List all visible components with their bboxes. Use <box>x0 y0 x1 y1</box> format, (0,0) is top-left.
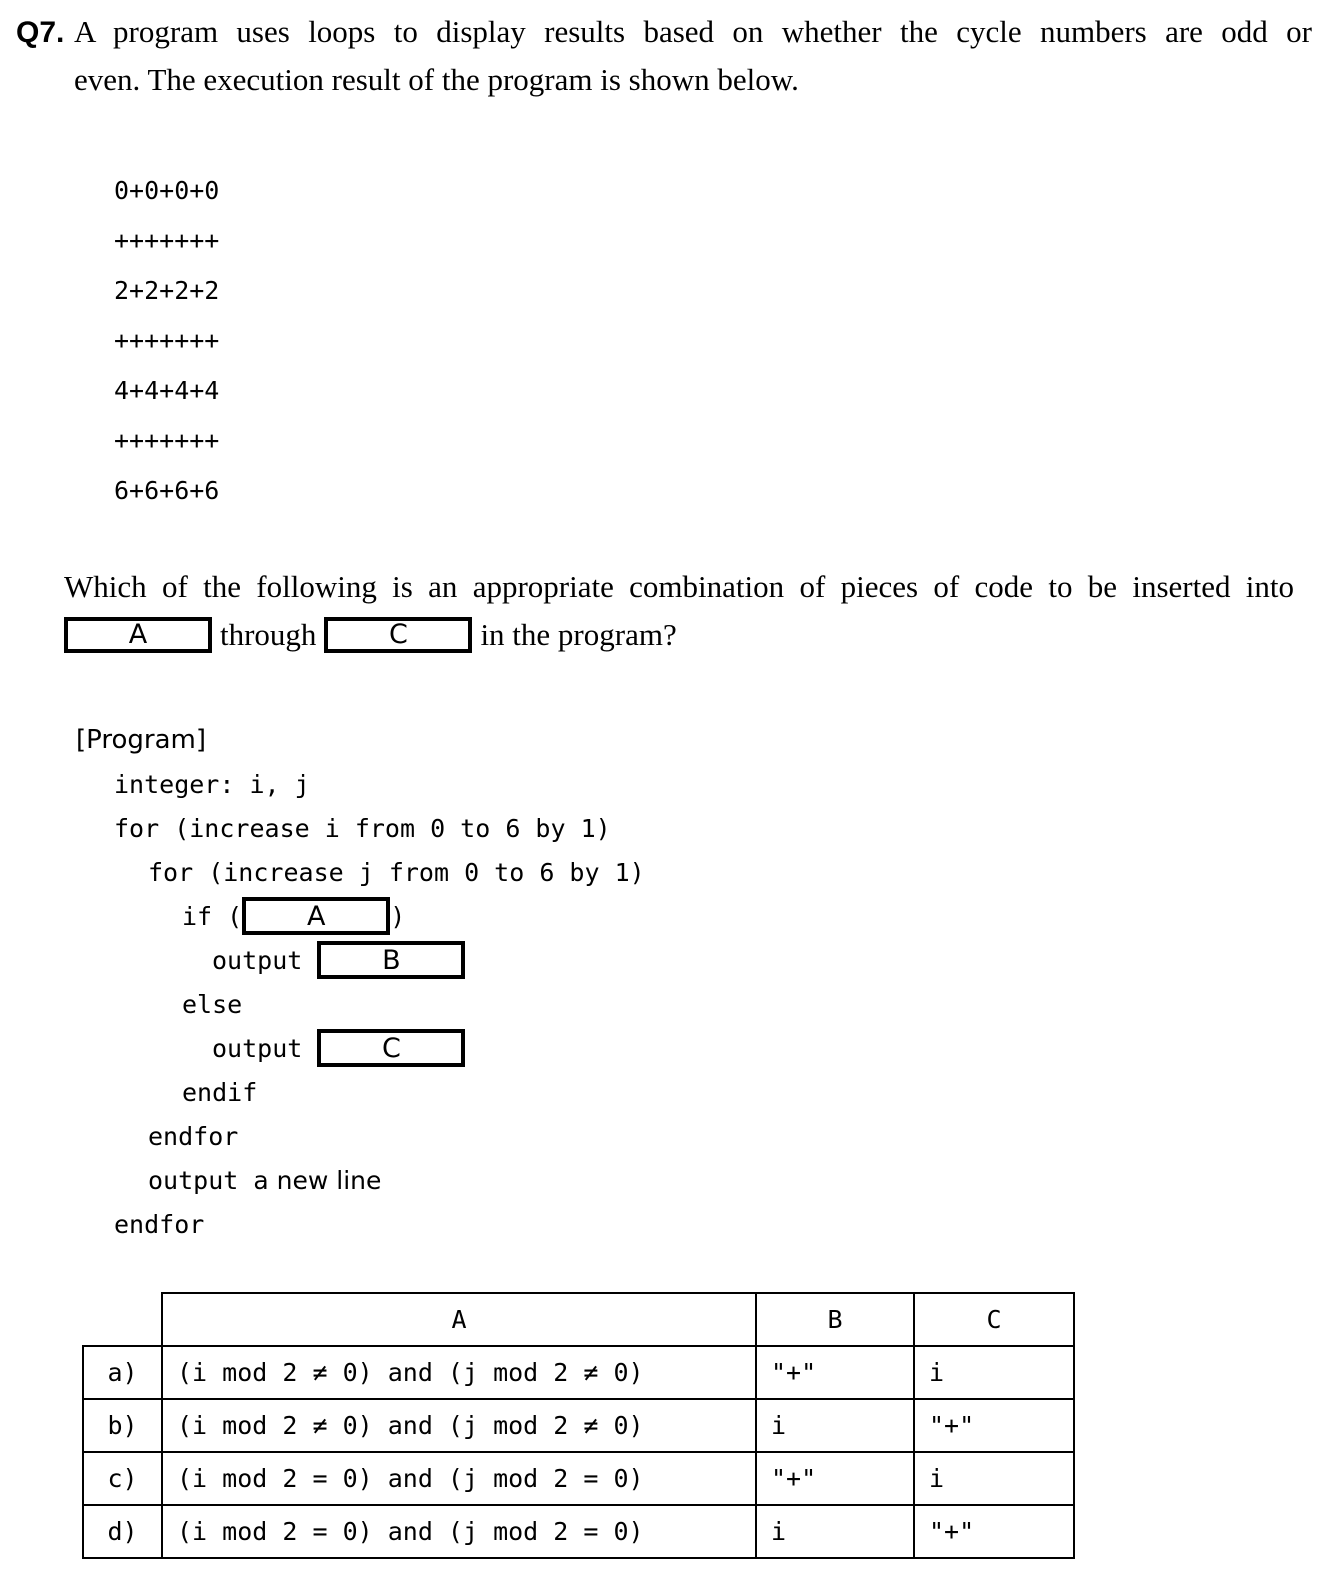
program-line-declaration: integer: i, j <box>114 769 310 799</box>
output-keyword: output <box>212 1033 303 1063</box>
table-row[interactable] <box>83 1452 1074 1505</box>
choice-value-a: (i mod 2 = 0) and (j mod 2 = 0) <box>162 1505 756 1558</box>
choice-value-c: i <box>914 1346 1074 1399</box>
program-line-outer-for: for (increase i from 0 to 6 by 1) <box>114 813 611 843</box>
if-close-paren: ) <box>390 901 406 931</box>
choice-value-b: i <box>756 1505 914 1558</box>
answer-choices-table <box>82 1292 1075 1559</box>
through-word: through <box>220 617 317 652</box>
question-text-line-2: even. The execution result of the program is shown below. <box>74 62 799 97</box>
question-text-line-1: A program uses loops to display results based on whether the cycle numbers are odd or <box>74 14 1312 49</box>
program-line-endfor-inner: endfor <box>148 1121 239 1151</box>
table-header-b: B <box>756 1293 914 1346</box>
output-line: 2+2+2+2 <box>114 276 220 305</box>
table-row[interactable] <box>83 1505 1074 1558</box>
choice-value-a: (i mod 2 = 0) and (j mod 2 = 0) <box>162 1452 756 1505</box>
prompt-tail: in the program? <box>480 617 677 652</box>
program-line-if <box>76 894 645 938</box>
table-header-c: C <box>914 1293 1074 1346</box>
blank-box-c: C <box>324 617 472 653</box>
choice-label: d) <box>83 1505 162 1558</box>
table-row[interactable] <box>83 1346 1074 1399</box>
choice-value-b: "+" <box>756 1452 914 1505</box>
choice-label: a) <box>83 1346 162 1399</box>
output-keyword: output <box>212 945 303 975</box>
output-newline-text: a new line <box>253 1165 382 1195</box>
program-line-output-c <box>76 1026 645 1070</box>
question-line-1 <box>0 8 1330 57</box>
choice-value-c: i <box>914 1452 1074 1505</box>
execution-result-block <box>114 166 219 516</box>
blank-box-a: A <box>64 617 212 653</box>
table-corner-cell <box>83 1293 162 1346</box>
program-line-output-b <box>76 938 645 982</box>
table-row[interactable] <box>83 1399 1074 1452</box>
prompt-block <box>64 565 1294 657</box>
table-header-a: A <box>162 1293 756 1346</box>
output-line: 6+6+6+6 <box>114 476 220 505</box>
prompt-text-line-2 <box>64 613 1294 657</box>
choice-label: c) <box>83 1452 162 1505</box>
prompt-text-line-1: Which of the following is an appropriate combination of pieces of code to be inserted into <box>64 569 1294 604</box>
output-line: +++++++ <box>114 426 220 455</box>
program-line-output-newline <box>76 1158 645 1202</box>
program-line-endif: endif <box>182 1077 258 1107</box>
program-header: [Program] <box>76 725 206 755</box>
choice-value-b: i <box>756 1399 914 1452</box>
choice-value-a: (i mod 2 ≠ 0) and (j mod 2 ≠ 0) <box>162 1346 756 1399</box>
program-line-inner-for: for (increase j from 0 to 6 by 1) <box>148 857 645 887</box>
choice-value-a: (i mod 2 ≠ 0) and (j mod 2 ≠ 0) <box>162 1399 756 1452</box>
output-line: 0+0+0+0 <box>114 176 220 205</box>
output-line: +++++++ <box>114 226 220 255</box>
choice-value-c: "+" <box>914 1505 1074 1558</box>
output-line: 4+4+4+4 <box>114 376 220 405</box>
choice-label: b) <box>83 1399 162 1452</box>
blank-box-b-program: B <box>317 941 465 979</box>
blank-box-a-program: A <box>242 897 390 935</box>
if-keyword: if ( <box>182 901 243 931</box>
program-line-else: else <box>182 989 243 1019</box>
output-line: +++++++ <box>114 326 220 355</box>
blank-box-c-program: C <box>317 1029 465 1067</box>
choice-value-b: "+" <box>756 1346 914 1399</box>
program-listing <box>76 718 645 1246</box>
question-number: Q7. <box>16 16 65 49</box>
table-header-row <box>83 1293 1074 1346</box>
choice-value-c: "+" <box>914 1399 1074 1452</box>
program-line-endfor-outer: endfor <box>114 1209 205 1239</box>
output-keyword: output <box>148 1165 239 1195</box>
question-heading <box>0 8 1330 103</box>
